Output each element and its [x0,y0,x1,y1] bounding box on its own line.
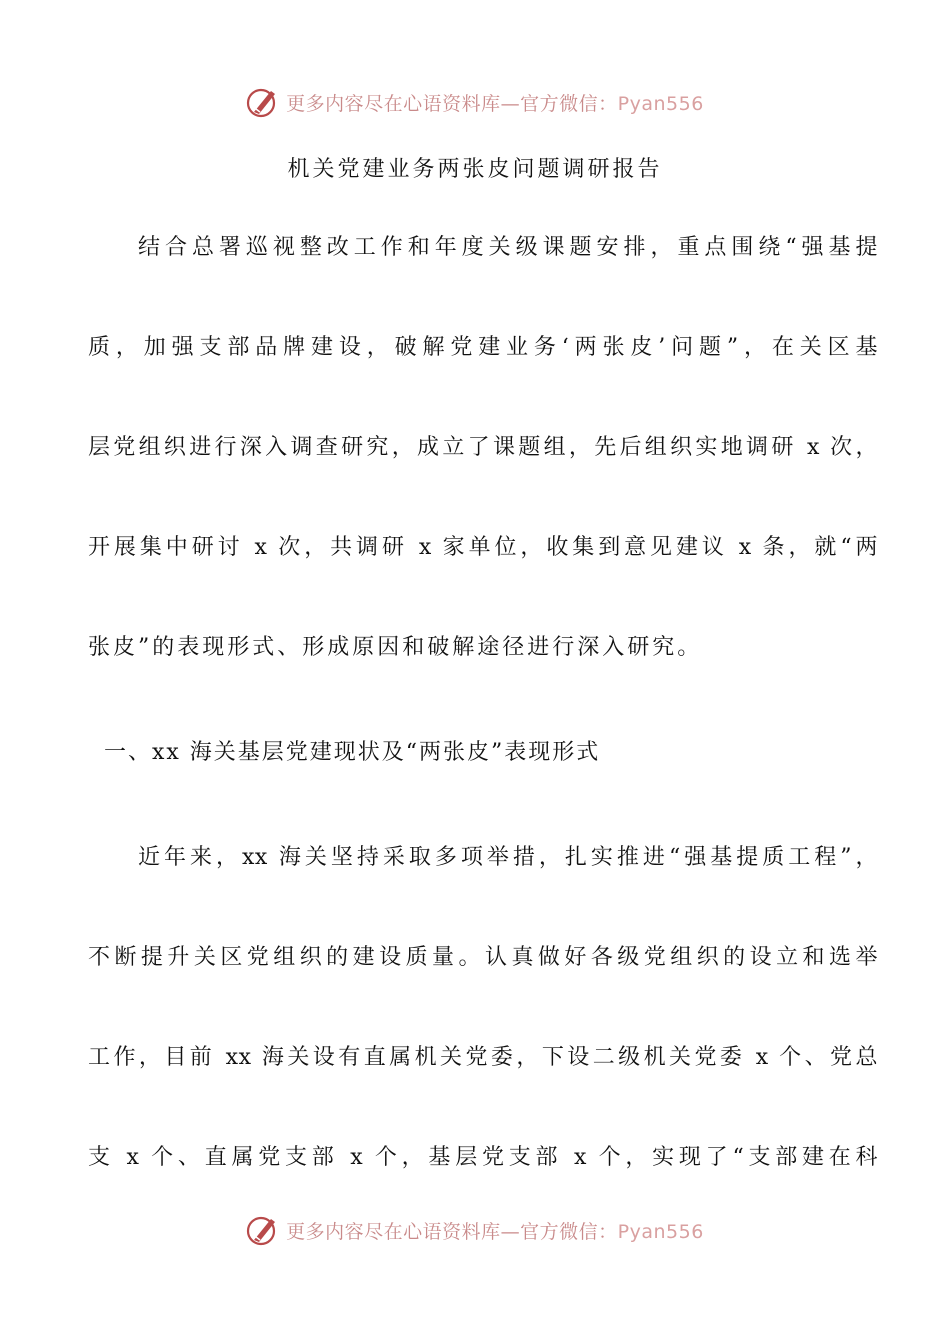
watermark-text: 更多内容尽在心语资料库—官方微信：Pyan556 [286,1220,704,1243]
section-heading: 一、xx 海关基层党建现状及“两张皮”表现形式 [104,740,601,765]
paragraph-line: 层党组织进行深入调查研究，成立了课题组，先后组织实地调研 x 次， [88,435,878,460]
paragraph-line: 近年来，xx 海关坚持采取多项举措，扎实推进“强基提质工程”， [138,845,878,870]
paragraph-line: 质，加强支部品牌建设，破解党建业务‘两张皮’问题”，在关区基 [88,335,878,360]
watermark-footer [0,1210,950,1250]
quill-pen-logo-icon [246,1213,280,1247]
quill-pen-logo-icon [246,85,280,119]
paragraph-line: 开展集中研讨 x 次，共调研 x 家单位，收集到意见建议 x 条，就“两 [88,535,878,560]
paragraph-line: 张皮”的表现形式、形成原因和破解途径进行深入研究。 [88,635,703,660]
paragraph-line: 支 x 个、直属党支部 x 个，基层党支部 x 个，实现了“支部建在科 [88,1145,878,1170]
paragraph-line: 不断提升关区党组织的建设质量。认真做好各级党组织的设立和选举 [88,945,878,970]
paragraph-line: 工作，目前 xx 海关设有直属机关党委，下设二级机关党委 x 个、党总 [88,1045,878,1070]
watermark-text: 更多内容尽在心语资料库—官方微信：Pyan556 [286,92,704,115]
paragraph-line: 结合总署巡视整改工作和年度关级课题安排，重点围绕“强基提 [138,235,878,260]
watermark-header [0,82,950,122]
document-title: 机关党建业务两张皮问题调研报告 [287,157,663,182]
